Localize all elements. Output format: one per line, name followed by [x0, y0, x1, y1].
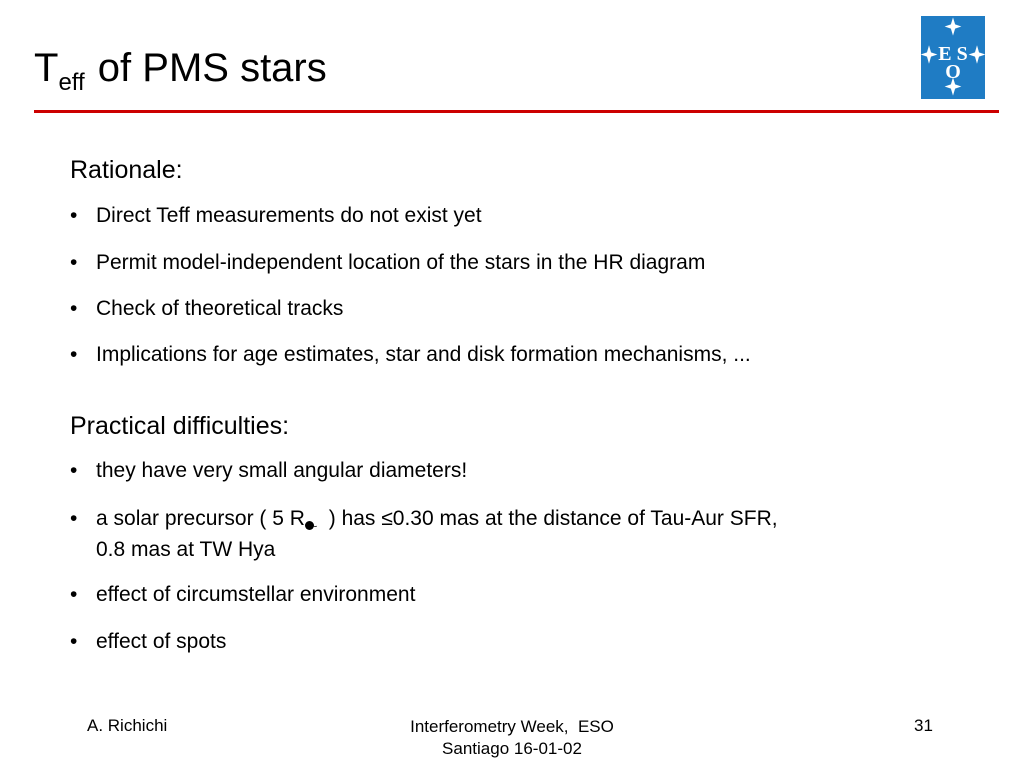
sun-symbol-icon: ~	[305, 511, 323, 531]
bullet-dot: •	[70, 583, 78, 606]
bullet-dot: •	[70, 459, 78, 482]
footer-event-line1: Interferometry Week, ESO	[410, 717, 614, 736]
bullet-dot: •	[70, 251, 78, 274]
bullet-text: they have very small angular diameters!	[96, 459, 468, 482]
title-underline	[34, 110, 999, 113]
bullet-text-solar-precursor	[96, 504, 778, 534]
footer-event	[392, 716, 632, 760]
bullet-dot: •	[70, 297, 78, 320]
bullet-text-line2: 0.8 mas at TW Hya	[96, 538, 276, 561]
footer-author: A. Richichi	[87, 716, 168, 735]
bullet-dot: •	[70, 204, 78, 227]
title-subscript: eff	[58, 69, 85, 96]
bullet-dot: •	[70, 630, 78, 653]
logo-text-o: O	[945, 61, 961, 83]
section-heading-rationale: Rationale:	[70, 156, 183, 184]
title-rest: of PMS stars	[86, 46, 327, 90]
title-main: T	[34, 46, 59, 90]
footer-event-line2: Santiago 16-01-02	[442, 739, 582, 758]
bullet-text: Implications for age estimates, star and disk formation mechanisms, ...	[96, 343, 751, 366]
footer-page-number: 31	[914, 716, 933, 735]
eso-logo-icon	[921, 16, 985, 99]
bullet-text-part1: a solar precursor ( 5 R	[96, 507, 305, 530]
bullet-dot: •	[70, 507, 78, 530]
slide-title	[34, 48, 327, 95]
bullet-text: effect of circumstellar environment	[96, 583, 416, 606]
bullet-text: Direct Teff measurements do not exist yet	[96, 204, 482, 227]
bullet-text: Check of theoretical tracks	[96, 297, 344, 320]
logo-text-es: E S	[938, 43, 968, 65]
eso-logo	[921, 16, 985, 99]
bullet-text: Permit model-independent location of the stars in the HR diagram	[96, 251, 706, 274]
bullet-dot: •	[70, 343, 78, 366]
bullet-text: effect of spots	[96, 630, 227, 653]
section-heading-practical-difficulties: Practical difficulties:	[70, 412, 290, 440]
bullet-text-part2: ) has ≤0.30 mas at the distance of Tau-Aur SFR,	[322, 507, 778, 530]
